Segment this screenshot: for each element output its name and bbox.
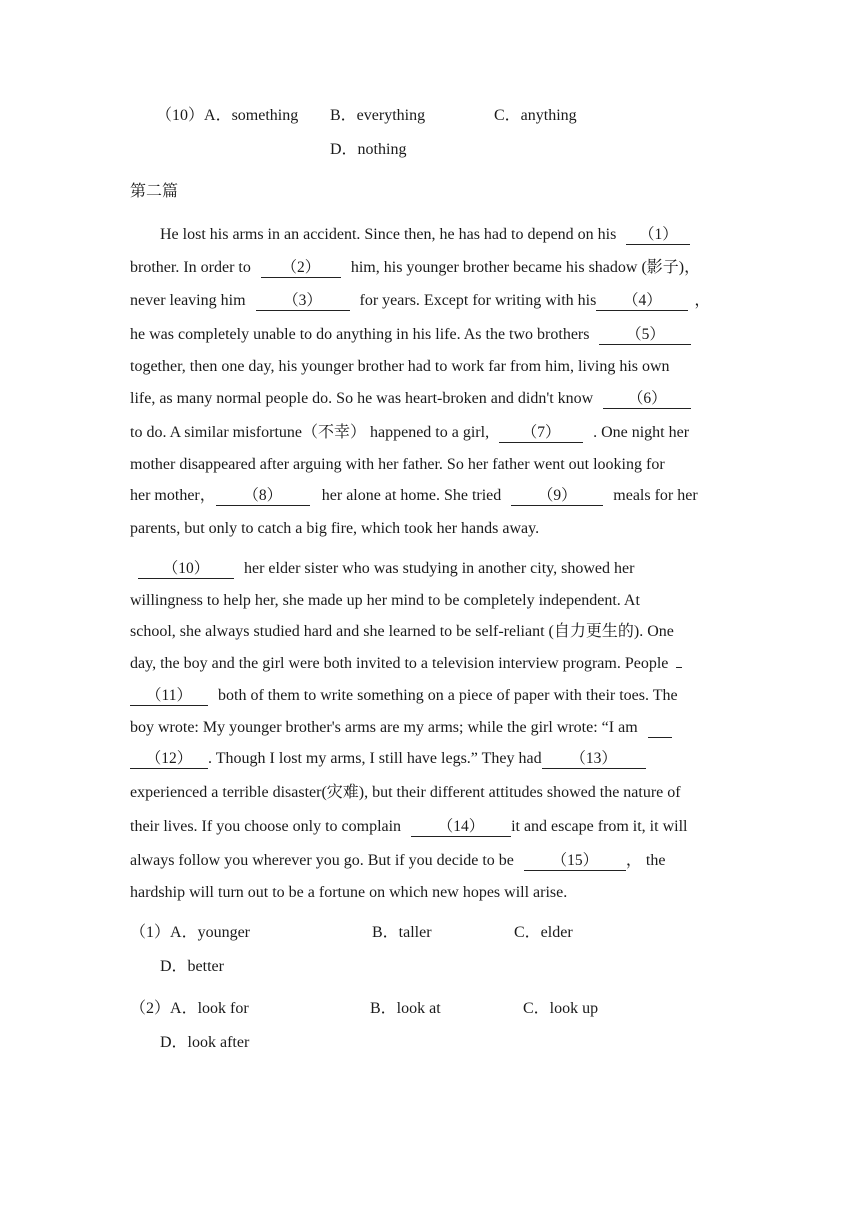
blank-15: （15） (524, 852, 626, 871)
question-1-options (130, 923, 250, 943)
passage-line: their lives. If you choose only to complain （14） it and escape from it, it will (130, 818, 688, 835)
question-number: （1） (130, 924, 171, 941)
option-b: B．taller (372, 924, 432, 941)
blank-2: （2） (261, 259, 341, 278)
option-d: D．look after (160, 1034, 250, 1051)
option-d: D．nothing (330, 141, 407, 158)
option-c: C．anything (494, 107, 577, 124)
question-10-options (156, 106, 298, 126)
blank-11: （11） (130, 687, 208, 706)
question-2-options (130, 999, 249, 1019)
question-number: （10） (156, 107, 205, 124)
option-d: D．better (160, 958, 224, 975)
blank-3: （3） (256, 292, 350, 311)
passage-line: her mother， （8） her alone at home. She tried （9） meals for her (130, 487, 698, 504)
section-title: 第二篇 (130, 183, 179, 200)
option-a: A．younger (170, 924, 251, 941)
option-b: B．everything (330, 107, 426, 124)
passage-line: brother. In order to （2） him, his younger brother became his shadow (影子)， (130, 259, 701, 276)
blank-1: （1） (626, 226, 690, 245)
blank-12: （12） (130, 750, 208, 769)
blank-9: （9） (511, 487, 603, 506)
blank-4: （4） (596, 292, 688, 311)
passage-line: （12） . Though I lost my arms, I still have legs.” They had （13） (130, 749, 646, 769)
passage-line: （10） her elder sister who was studying in another city, showed her (138, 559, 634, 579)
blank-5: （5） (599, 326, 691, 345)
option-c: C．elder (514, 924, 573, 941)
passage-line: together, then one day, his younger brother had to work far from him, living his own (130, 358, 670, 375)
blank-11-start (676, 667, 682, 668)
passage-line: school, she always studied hard and she learned to be self-reliant (自力更生的). One (130, 623, 674, 640)
option-a: A．look for (170, 1000, 249, 1017)
passage-line: always follow you wherever you go. But if you decide to be （15） ， the (130, 852, 666, 869)
blank-8: （8） (216, 487, 310, 506)
option-c: C．look up (523, 1000, 599, 1017)
passage-line: hardship will turn out to be a fortune on which new hopes will arise. (130, 884, 568, 901)
passage-line: he was completely unable to do anything in his life. As the two brothers （5） (130, 325, 691, 345)
passage-line: （11） both of them to write something on a piece of paper with their toes. The (130, 686, 678, 706)
option-a: A．something (204, 107, 299, 124)
passage-line: never leaving him （3） for years. Except for writing with his （4） ， (130, 292, 711, 309)
question-number: （2） (130, 1000, 171, 1017)
passage-line: He lost his arms in an accident. Since then, he has had to depend on his （1） (160, 225, 690, 245)
blank-6: （6） (603, 390, 691, 409)
passage-line: day, the boy and the girl were both invited to a television interview program. People (130, 654, 682, 674)
passage-line: life, as many normal people do. So he was heart-broken and didn't know （6） (130, 389, 691, 409)
option-b: B．look at (370, 1000, 441, 1017)
passage-line: mother disappeared after arguing with her father. So her father went out looking for (130, 456, 665, 473)
passage-line: parents, but only to catch a big fire, which took her hands away. (130, 520, 540, 537)
passage-line: to do. A similar misfortune（不幸） happened to a girl, （7） . One night her (130, 424, 690, 441)
blank-13: （13） (542, 750, 646, 769)
blank-12-start (648, 719, 672, 738)
blank-7: （7） (499, 424, 583, 443)
passage-line: willingness to help her, she made up her mind to be completely independent. At (130, 592, 640, 609)
passage-line: boy wrote: My younger brother's arms are my arms; while the girl wrote: “I am (130, 718, 672, 738)
blank-10: （10） (138, 560, 234, 579)
passage-line: experienced a terrible disaster(灾难), but their different attitudes showed the nature of (130, 784, 681, 801)
blank-14: （14） (411, 818, 511, 837)
